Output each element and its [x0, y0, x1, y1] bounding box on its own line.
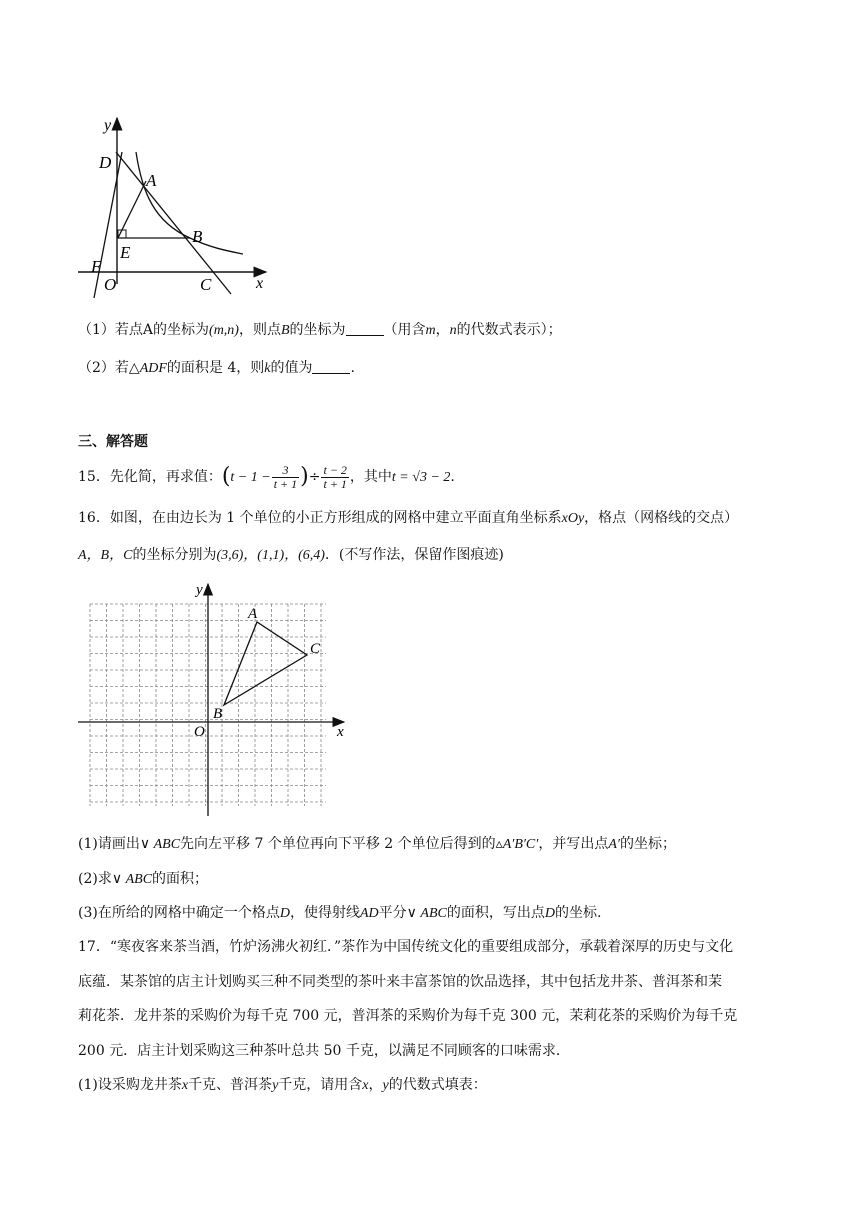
- label-y: y: [104, 117, 112, 134]
- p17-q1b: 千克、普洱茶: [188, 1077, 273, 1093]
- q1-n: n: [449, 323, 457, 338]
- grid-label-b: B: [213, 706, 223, 722]
- label-d: D: [99, 153, 112, 172]
- q1-point-b: B: [280, 323, 290, 338]
- p16-q3d: 的面积，写出点: [446, 905, 545, 921]
- segment-ae: [118, 181, 146, 238]
- p15-frac1-numerator: 3: [272, 464, 299, 478]
- p16-q1-point: A′: [608, 837, 620, 852]
- p15-right-paren: ): [300, 464, 309, 489]
- sub-question-2: [78, 358, 355, 379]
- label-c: C: [200, 275, 212, 294]
- p17-x: x: [181, 1078, 189, 1093]
- p16-q3c: 平分: [378, 905, 407, 921]
- p16-q1a: (1)请画出: [78, 836, 140, 852]
- q1-prefix: （1）若点A的坐标为: [78, 322, 210, 338]
- label-x: x: [256, 275, 264, 292]
- p16-q3e: 的坐标.: [554, 905, 602, 921]
- p15-where: ，其中: [349, 469, 392, 485]
- problem-15: [78, 462, 455, 492]
- p16-q3a: (3)在所给的网格中确定一个格点: [78, 905, 280, 921]
- p16-q2b: 的面积；: [152, 871, 209, 887]
- p15-end: .: [450, 469, 455, 485]
- p15-frac2-numerator: t − 2: [323, 462, 347, 477]
- q2-k: k: [264, 361, 271, 376]
- p15-expr: t − 1 −: [230, 470, 271, 485]
- q2-mid: 的面积是 4，则: [166, 360, 265, 376]
- q1-mid: ，则点: [238, 322, 281, 338]
- p15-left-paren: (: [221, 464, 231, 489]
- p17-y: y: [272, 1078, 279, 1093]
- answer-blank-1[interactable]: [346, 321, 384, 336]
- p15-frac2-denominator: t + 1: [323, 476, 347, 491]
- line-dc: [116, 152, 231, 294]
- problem-16-line-1: [78, 508, 738, 529]
- p17-sep: ，: [368, 1077, 383, 1093]
- q1-coord: (m,n): [209, 323, 239, 338]
- p16-q3-ad: AD: [359, 906, 379, 921]
- problem-16-q1: [78, 834, 676, 855]
- q1-suffix: （用含: [383, 322, 426, 338]
- p16-coords: (3,6)，(1,1)，(6,4): [216, 548, 325, 563]
- section-heading: 三、解答题: [78, 434, 148, 450]
- problem-17-q1: [78, 1075, 487, 1096]
- label-a: A: [146, 171, 157, 190]
- p16-q2a: (2)求: [78, 871, 112, 887]
- p15-fraction-2: [321, 464, 348, 491]
- q1-sep: ，: [435, 322, 450, 338]
- p16-q1d: 的坐标；: [619, 836, 676, 852]
- q2-end: 的值为: [270, 360, 313, 376]
- p16-q3-triangle: ∨ ABC: [406, 906, 447, 921]
- q1-after: 的坐标为: [289, 322, 346, 338]
- problem-16-q3: [78, 903, 601, 924]
- sub-question-1: [78, 320, 562, 341]
- p16-points: A，B，C: [78, 548, 133, 563]
- problem-17-line-4: 200 元．店主计划采购这三种茶叶总共 50 千克，以满足不同顾客的口味需求．: [78, 1043, 570, 1059]
- p16-q1c: ，并写出点: [538, 836, 609, 852]
- p15-divide: ÷: [308, 469, 321, 485]
- label-f: F: [91, 257, 102, 276]
- p16-q2-triangle: ∨ ABC: [111, 872, 153, 887]
- q1-end: 的代数式表示）；: [456, 322, 562, 338]
- grid-label-y: y: [196, 582, 203, 598]
- grid-label-o: O: [194, 724, 205, 740]
- p16-q3-d2: D: [544, 906, 555, 921]
- p17-x2: x: [362, 1078, 369, 1093]
- p16-q1-triangle: ∨ ABC: [139, 837, 181, 852]
- p16-q3-d: D: [279, 906, 290, 921]
- p15-fraction-1: [272, 464, 299, 491]
- p15-frac1-denominator: t + 1: [273, 476, 298, 491]
- q1-m: m: [425, 323, 436, 338]
- problem-17-line-2: 底蕴．某茶馆的店主计划购买三种不同类型的茶叶来丰富茶馆的饮品选择，其中包括龙井茶、普洱茶和茉: [78, 974, 722, 990]
- triangle-abc: [224, 622, 307, 705]
- p16-xoy: xOy: [561, 511, 585, 526]
- grid-label-c: C: [310, 641, 321, 657]
- answer-blank-2[interactable]: [312, 359, 350, 374]
- problem-17-line-1: 17．“寒夜客来茶当酒，竹炉汤沸火初红．”茶作为中国传统文化的重要组成部分，承载着深厚的历史与文化: [78, 939, 734, 955]
- q2-dot: .: [350, 360, 355, 376]
- p16-line2c: ．(不写作法，保留作图痕迹): [324, 547, 504, 563]
- label-o: O: [104, 275, 117, 294]
- p16-q1b: 先向左平移 7 个单位再向下平移 2 个单位后得到的: [180, 836, 496, 852]
- p17-q1a: (1)设采购龙井茶: [78, 1077, 182, 1093]
- p15-condition: t = √3 − 2: [391, 470, 451, 485]
- p17-q1d: 的代数式填表：: [388, 1077, 487, 1093]
- grid-label-x: x: [337, 724, 344, 740]
- problem-17-line-3: 莉花茶．龙井茶的采购价为每千克 700 元，普洱茶的采购价为每千克 300 元，茉莉花茶的采购价为每千克: [78, 1008, 738, 1024]
- p15-number: 15．先化简，再求值：: [78, 469, 222, 485]
- grid-label-a: A: [248, 606, 258, 622]
- problem-16-line-2: [78, 545, 504, 566]
- label-e: E: [120, 243, 131, 262]
- p16-line1b: ，格点（网格线的交点）: [584, 510, 739, 526]
- p17-y2: y: [382, 1078, 389, 1093]
- p16-line2b: 的坐标分别为: [132, 547, 217, 563]
- p17-q1c: 千克，请用含: [278, 1077, 363, 1093]
- q2-triangle: △ADF: [128, 361, 167, 376]
- figure-hyperbola-diagram: [76, 112, 276, 302]
- hyperbola-curve: [136, 152, 243, 254]
- p16-q1-triangle-prime: ▵A′B′C′: [495, 837, 539, 852]
- problem-16-q2: [78, 869, 208, 890]
- p16-line1a: 16．如图，在由边长为 1 个单位的小正方形组成的网格中建立平面直角坐标系: [78, 510, 562, 526]
- label-b: B: [192, 227, 203, 246]
- p16-q3b: ，使得射线: [289, 905, 360, 921]
- q2-prefix: （2）若: [78, 360, 129, 376]
- figure-grid-triangle: [76, 580, 356, 820]
